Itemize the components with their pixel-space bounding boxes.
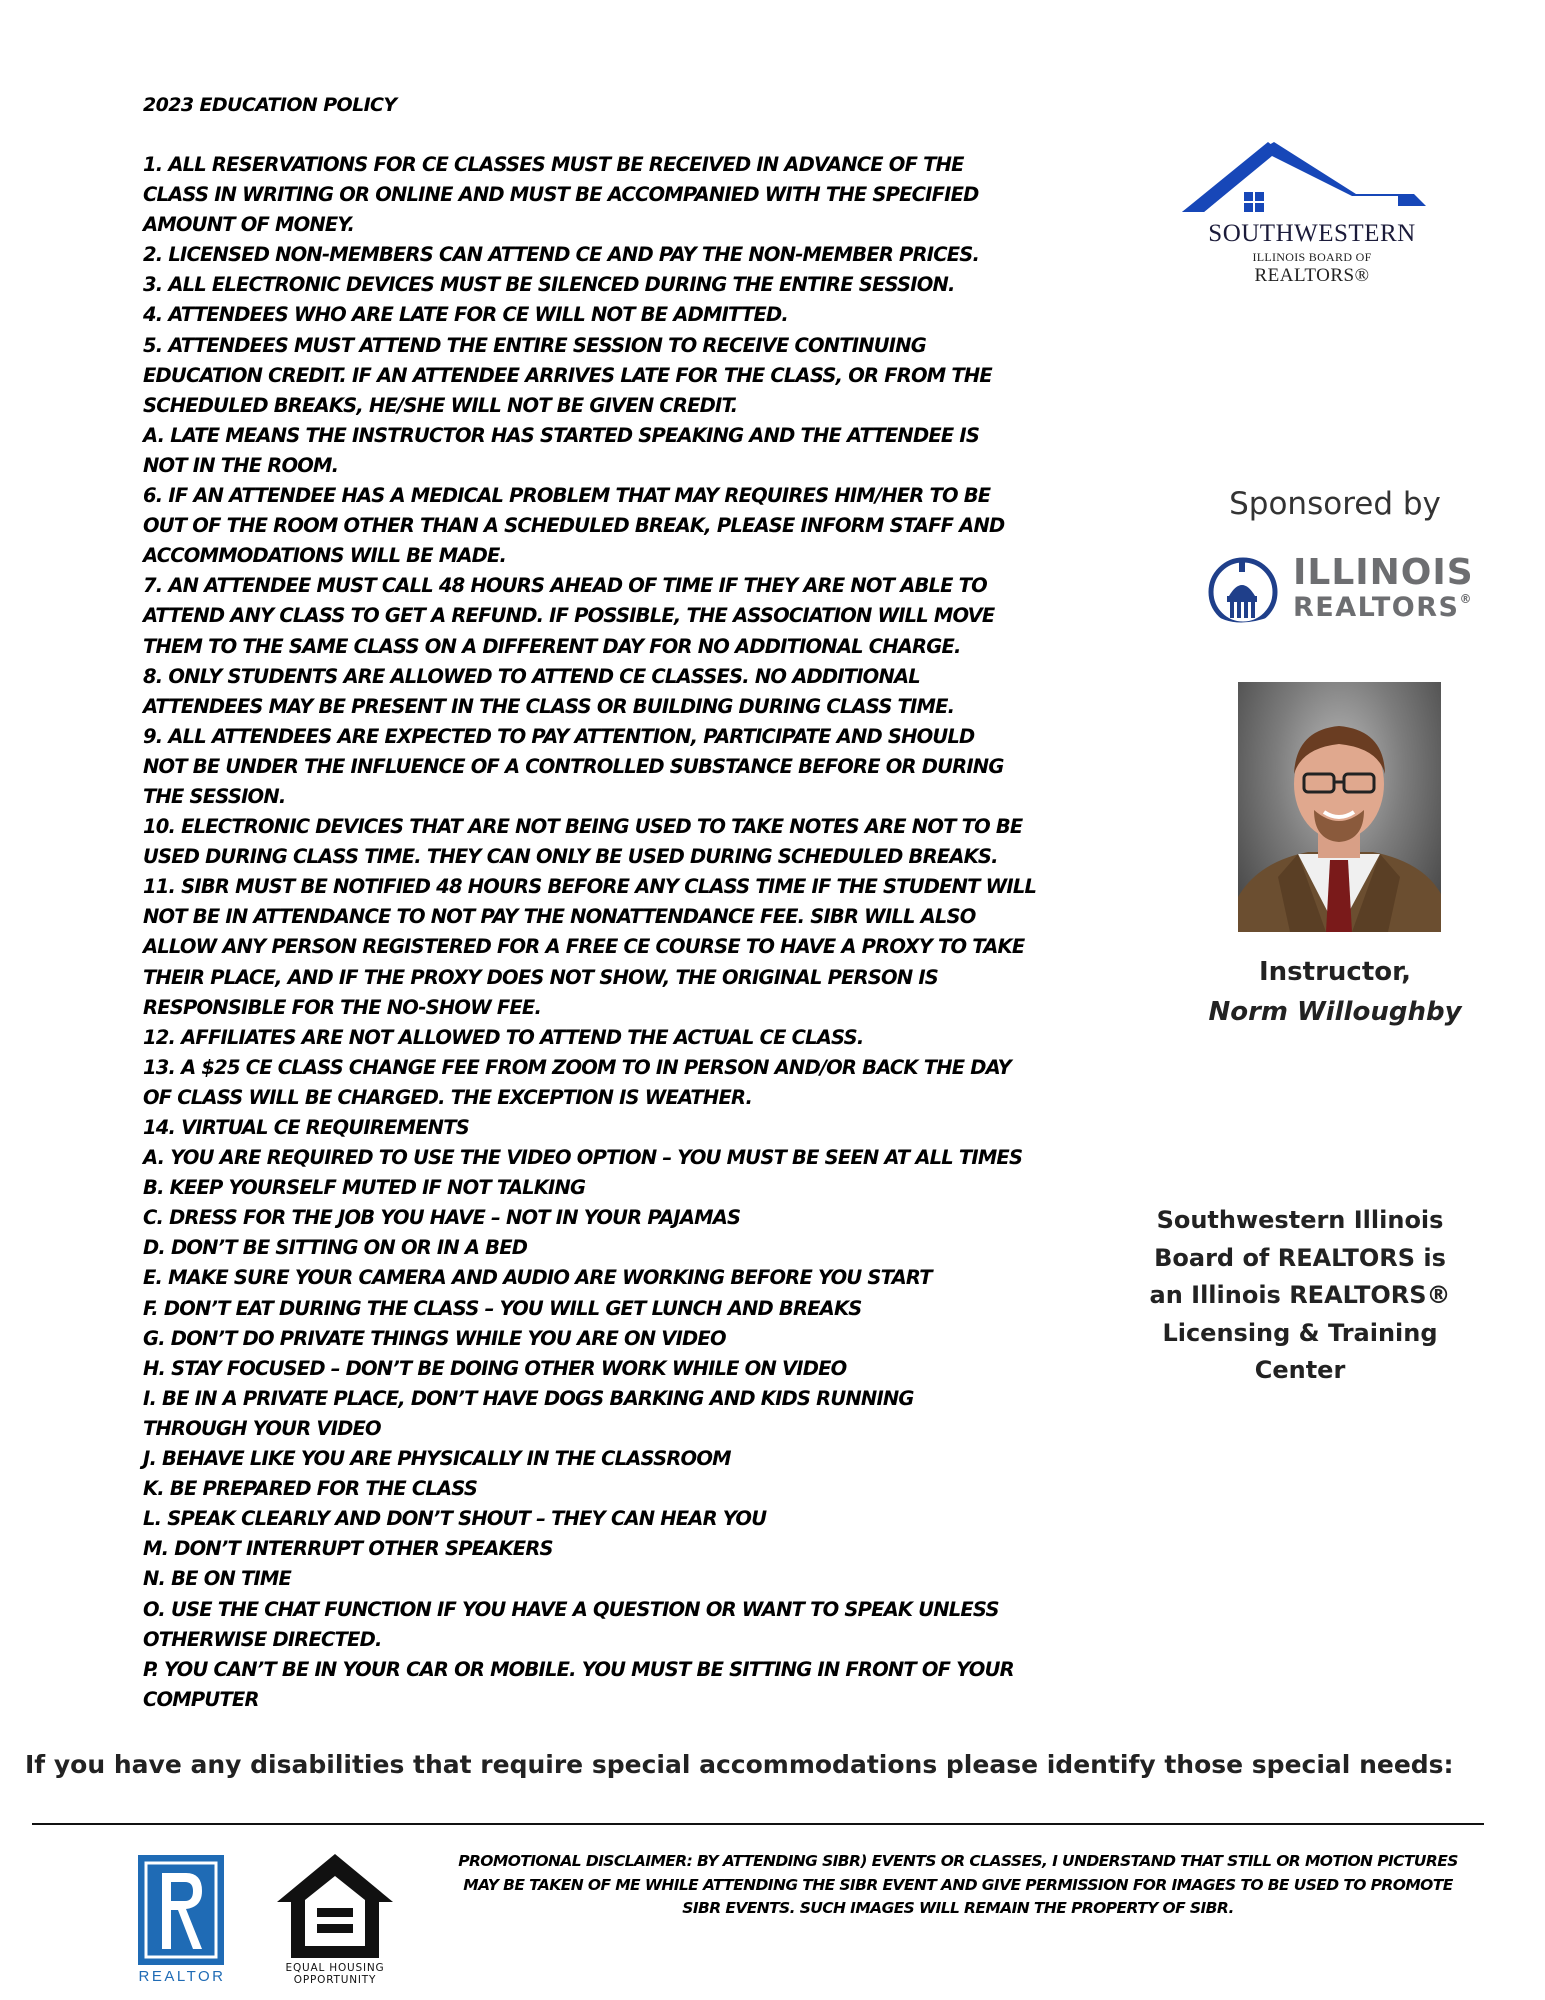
policy-line: 1. ALL RESERVATIONS FOR CE CLASSES MUST BE RECEIVED IN ADVANCE OF THE (143, 153, 964, 176)
swibr-logo (1182, 142, 1442, 287)
capitol-dome-icon (1205, 552, 1285, 632)
statement-line: an Illinois REALTORS® (1149, 1281, 1451, 1309)
policy-line: F. DON’T EAT DURING THE CLASS – YOU WILL GET LUNCH AND BREAKS (143, 1296, 862, 1320)
eho-line2: OPPORTUNITY (293, 1974, 377, 1986)
disclaimer-line: MAY BE TAKEN OF ME WHILE ATTENDING THE SIBR EVENT AND GIVE PERMISSION FOR IMAGES TO BE USED TO PROMOTE (463, 1875, 1453, 1894)
policy-line: USED DURING CLASS TIME. THEY CAN ONLY BE USED DURING SCHEDULED BREAKS. (143, 845, 998, 869)
policy-line: RESPONSIBLE FOR THE NO-SHOW FEE. (143, 995, 542, 1019)
policy-line: ACCOMMODATIONS WILL BE MADE. (143, 544, 507, 568)
policy-line: OF CLASS WILL BE CHARGED. THE EXCEPTION IS WEATHER. (143, 1085, 753, 1109)
policy-line: H. STAY FOCUSED – DON’T BE DOING OTHER WORK WHILE ON VIDEO (143, 1356, 847, 1380)
swibr-name-line3: REALTORS® (1254, 265, 1370, 286)
illinois-realtors-logo (1205, 552, 1475, 632)
equal-housing-logo (275, 1852, 395, 1997)
instructor-name: Norm Willoughby (1208, 997, 1462, 1027)
sponsored-by-label: Sponsored by (1229, 486, 1441, 522)
policy-list (143, 150, 1163, 1715)
policy-line: O. USE THE CHAT FUNCTION IF YOU HAVE A QUESTION OR WANT TO SPEAK UNLESS (143, 1597, 999, 1621)
illinois-word: ILLINOIS (1293, 552, 1474, 593)
policy-line: CLASS IN WRITING OR ONLINE AND MUST BE ACCOMPANIED WITH THE SPECIFIED (143, 183, 979, 207)
policy-line: NOT IN THE ROOM. (143, 453, 339, 477)
policy-line: I. BE IN A PRIVATE PLACE, DON’T HAVE DOGS BARKING AND KIDS RUNNING (143, 1386, 914, 1410)
policy-line: L. SPEAK CLEARLY AND DON’T SHOUT – THEY CAN HEAR YOU (143, 1507, 767, 1531)
policy-line: B. KEEP YOURSELF MUTED IF NOT TALKING (143, 1176, 586, 1200)
policy-line: 10. ELECTRONIC DEVICES THAT ARE NOT BEING USED TO TAKE NOTES ARE NOT TO BE (143, 815, 1023, 839)
swibr-name-line2: ILLINOIS BOARD OF (1252, 250, 1372, 264)
instructor-label: Instructor, (1258, 957, 1411, 987)
policy-line: THE SESSION. (143, 784, 286, 808)
policy-line: C. DRESS FOR THE JOB YOU HAVE – NOT IN YOUR PAJAMAS (143, 1206, 741, 1230)
policy-line: 6. IF AN ATTENDEE HAS A MEDICAL PROBLEM THAT MAY REQUIRES HIM/HER TO BE (143, 484, 991, 508)
policy-line: 9. ALL ATTENDEES ARE EXPECTED TO PAY ATTENTION, PARTICIPATE AND SHOULD (143, 724, 975, 748)
training-center-statement (1130, 1202, 1470, 1390)
policy-line: 3. ALL ELECTRONIC DEVICES MUST BE SILENCED DURING THE ENTIRE SESSION. (143, 273, 955, 297)
policy-line: THROUGH YOUR VIDEO (143, 1416, 381, 1440)
realtor-r-icon (138, 1855, 224, 1965)
policy-line: THEM TO THE SAME CLASS ON A DIFFERENT DAY FOR NO ADDITIONAL CHARGE. (143, 634, 961, 658)
swibr-name-line1: SOUTHWESTERN (1208, 220, 1416, 247)
policy-line: 13. A $25 CE CLASS CHANGE FEE FROM ZOOM TO IN PERSON AND/OR BACK THE DAY (143, 1055, 1011, 1079)
policy-line: OTHERWISE DIRECTED. (143, 1627, 382, 1651)
disabilities-prompt: If you have any disabilities that require special accommodations please identify those special needs: (25, 1750, 1454, 1779)
policy-line: 14. VIRTUAL CE REQUIREMENTS (143, 1116, 469, 1139)
equal-housing-text (275, 1962, 395, 1986)
policy-line: G. DON’T DO PRIVATE THINGS WHILE YOU ARE ON VIDEO (143, 1326, 726, 1350)
policy-line: 5. ATTENDEES MUST ATTEND THE ENTIRE SESSION TO RECEIVE CONTINUING (143, 333, 926, 357)
policy-line: ATTEND ANY CLASS TO GET A REFUND. IF POSSIBLE, THE ASSOCIATION WILL MOVE (143, 604, 995, 628)
statement-line: Center (1254, 1356, 1346, 1384)
policy-line: M. DON’T INTERRUPT OTHER SPEAKERS (143, 1537, 553, 1561)
statement-line: Board of REALTORS is (1154, 1243, 1446, 1272)
policy-line: NOT BE UNDER THE INFLUENCE OF A CONTROLLED SUBSTANCE BEFORE OR DURING (143, 754, 1004, 778)
policy-line: 4. ATTENDEES WHO ARE LATE FOR CE WILL NOT BE ADMITTED. (143, 303, 789, 327)
disclaimer-line: SIBR EVENTS. SUCH IMAGES WILL REMAIN THE PROPERTY OF SIBR. (682, 1899, 1234, 1917)
policy-line: AMOUNT OF MONEY. (143, 213, 355, 237)
realtors-word: REALTORS® (1293, 592, 1473, 623)
policy-line: 2. LICENSED NON-MEMBERS CAN ATTEND CE AND PAY THE NON-MEMBER PRICES. (143, 243, 980, 267)
policy-line: COMPUTER (143, 1687, 259, 1711)
promotional-disclaimer (393, 1850, 1523, 1921)
policy-line: EDUCATION CREDIT. IF AN ATTENDEE ARRIVES LATE FOR THE CLASS, OR FROM THE (143, 363, 992, 387)
policy-line: A. LATE MEANS THE INSTRUCTOR HAS STARTED SPEAKING AND THE ATTENDEE IS (143, 423, 980, 447)
policy-line: ATTENDEES MAY BE PRESENT IN THE CLASS OR BUILDING DURING CLASS TIME. (143, 694, 955, 718)
statement-line: Licensing & Training (1162, 1318, 1438, 1347)
policy-line: ALLOW ANY PERSON REGISTERED FOR A FREE CE COURSE TO HAVE A PROXY TO TAKE (143, 935, 1025, 959)
policy-title: 2023 EDUCATION POLICY (143, 94, 397, 116)
policy-line: P. YOU CAN’T BE IN YOUR CAR OR MOBILE. YOU MUST BE SITTING IN FRONT OF YOUR (143, 1657, 1014, 1681)
policy-line: OUT OF THE ROOM OTHER THAN A SCHEDULED BREAK, PLEASE INFORM STAFF AND (143, 514, 1005, 538)
policy-line: J. BEHAVE LIKE YOU ARE PHYSICALLY IN THE CLASSROOM (143, 1447, 731, 1471)
statement-line: Southwestern Illinois (1156, 1206, 1444, 1234)
policy-line: 7. AN ATTENDEE MUST CALL 48 HOURS AHEAD OF TIME IF THEY ARE NOT ABLE TO (143, 574, 987, 598)
policy-line: N. BE ON TIME (143, 1567, 292, 1591)
house-roof-icon (1182, 142, 1442, 222)
policy-line: 11. SIBR MUST BE NOTIFIED 48 HOURS BEFORE ANY CLASS TIME IF THE STUDENT WILL (143, 875, 1037, 899)
realtor-word: REALTOR (138, 1968, 226, 1985)
policy-line: D. DON’T BE SITTING ON OR IN A BED (143, 1236, 528, 1260)
special-needs-signature-line[interactable] (32, 1823, 1484, 1825)
realtor-logo (138, 1855, 226, 1995)
policy-line: NOT BE IN ATTENDANCE TO NOT PAY THE NONATTENDANCE FEE. SIBR WILL ALSO (143, 905, 976, 929)
disclaimer-line: PROMOTIONAL DISCLAIMER: BY ATTENDING SIBR) EVENTS OR CLASSES, I UNDERSTAND THAT STILL OR MOTION PICTURES (458, 1852, 1458, 1870)
policy-line: 12. AFFILIATES ARE NOT ALLOWED TO ATTEND THE ACTUAL CE CLASS. (143, 1025, 864, 1049)
eho-line1: EQUAL HOUSING (285, 1962, 385, 1974)
policy-line: A. YOU ARE REQUIRED TO USE THE VIDEO OPTION – YOU MUST BE SEEN AT ALL TIMES (143, 1146, 1023, 1170)
equal-housing-house-icon (275, 1852, 395, 1960)
policy-line: 8. ONLY STUDENTS ARE ALLOWED TO ATTEND CE CLASSES. NO ADDITIONAL (143, 664, 920, 688)
policy-line: THEIR PLACE, AND IF THE PROXY DOES NOT SHOW, THE ORIGINAL PERSON IS (143, 965, 939, 989)
instructor-photo (1238, 682, 1441, 932)
policy-line: K. BE PREPARED FOR THE CLASS (143, 1477, 478, 1501)
policy-line: SCHEDULED BREAKS, HE/SHE WILL NOT BE GIVEN CREDIT. (143, 393, 738, 417)
policy-line: E. MAKE SURE YOUR CAMERA AND AUDIO ARE WORKING BEFORE YOU START (143, 1266, 932, 1290)
